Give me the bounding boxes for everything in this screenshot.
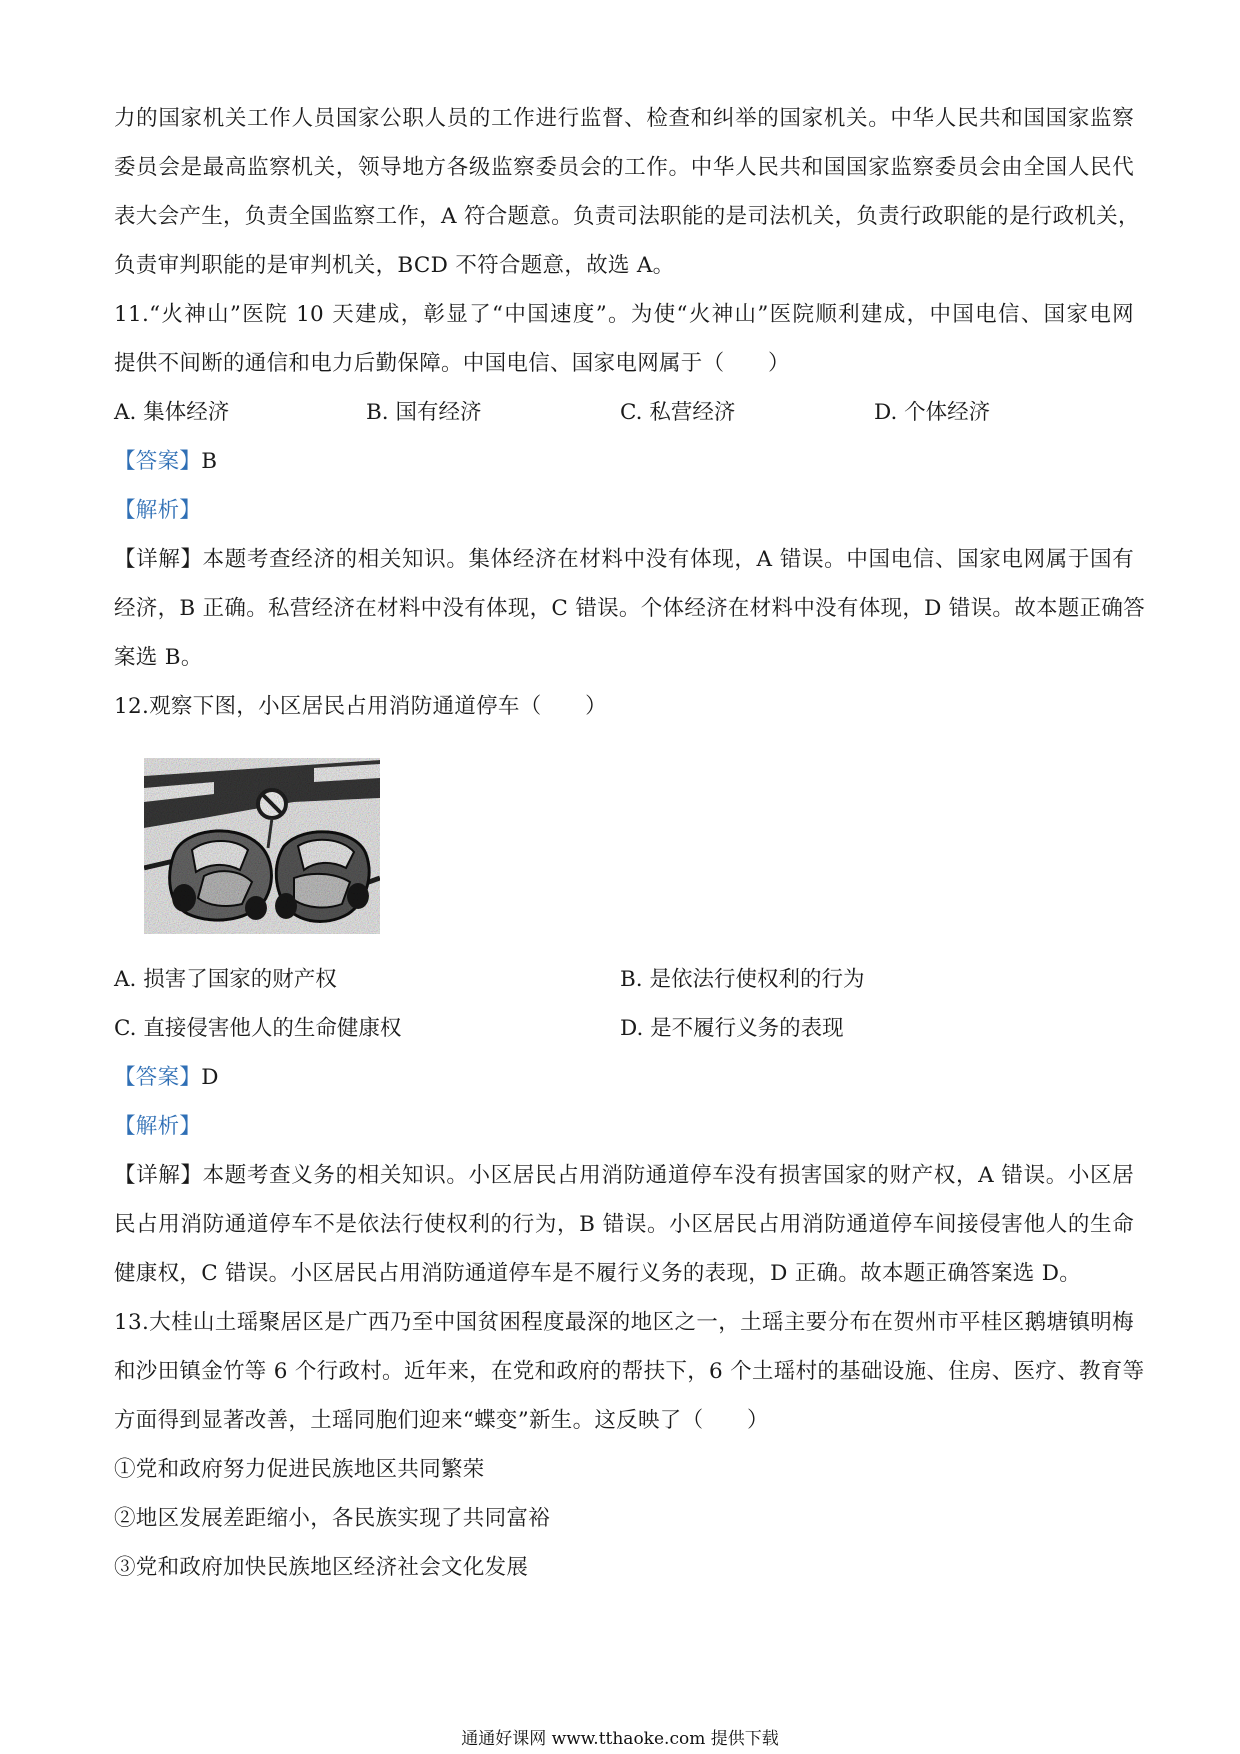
detail-tag: 【详解】 <box>114 1163 203 1188</box>
q12-stem: 12.观察下图，小区居民占用消防通道停车（ ） <box>114 694 607 719</box>
intro-line-4: 负责审判职能的是审判机关，BCD 不符合题意，故选 A。 <box>114 253 675 278</box>
detail-text: 本题考查经济的相关知识。集体经济在材料中没有体现，A 错误。中国电信、国家电网属于国有 <box>202 547 1135 572</box>
intro-line-3: 表大会产生，负责全国监察工作，A 符合题意。负责司法职能的是司法机关，负责行政职能的是行政机关， <box>114 204 1140 229</box>
fire-lane-parking-illustration <box>144 758 380 934</box>
q12-detail-line-3: 健康权，C 错误。小区居民占用消防通道停车是不履行义务的表现，D 正确。故本题正确答案选 D。 <box>114 1261 1082 1286</box>
q11-detail-line-2: 经济，B 正确。私营经济在材料中没有体现，C 错误。个体经济在材料中没有体现，D 错误。故本题正确答 <box>114 596 1145 621</box>
q11-answer <box>114 447 1134 477</box>
q12-analysis <box>114 1112 1134 1142</box>
answer-value: D <box>201 1065 219 1090</box>
detail-text: 本题考查义务的相关知识。小区居民占用消防通道停车没有损害国家的财产权，A 错误。小区居 <box>202 1163 1135 1188</box>
q13-item-1: ①党和政府努力促进民族地区共同繁荣 <box>114 1457 485 1482</box>
intro-line-1: 力的国家机关工作人员国家公职人员的工作进行监督、检查和纠举的国家机关。中华人民共和国国家监察 <box>114 106 1134 131</box>
q11-option-a: A. 集体经济 <box>114 400 230 425</box>
q12-option-d: D. 是不履行义务的表现 <box>620 1016 844 1041</box>
answer-value: B <box>201 449 218 474</box>
intro-line-2: 委员会是最高监察机关，领导地方各级监察委员会的工作。中华人民共和国国家监察委员会由全国人民代 <box>114 155 1134 180</box>
analysis-tag: 【解析】 <box>114 498 202 523</box>
q11-detail-line-3: 案选 B。 <box>114 645 203 670</box>
analysis-tag: 【解析】 <box>114 1114 202 1139</box>
q11-analysis <box>114 496 1134 526</box>
q11-option-b: B. 国有经济 <box>366 400 482 425</box>
detail-tag: 【详解】 <box>114 547 203 572</box>
q12-option-b: B. 是依法行使权利的行为 <box>620 967 865 992</box>
q13-item-3: ③党和政府加快民族地区经济社会文化发展 <box>114 1555 529 1580</box>
q11-stem-line-1: 11.“火神山”医院 10 天建成，彰显了“中国速度”。为使“火神山”医院顺利建成，中国电信、国家电网 <box>114 302 1134 327</box>
q13-stem-line-1: 13.大桂山土瑶聚居区是广西乃至中国贫困程度最深的地区之一，土瑶主要分布在贺州市平桂区鹅塘镇明梅 <box>114 1310 1134 1335</box>
q12-option-a: A. 损害了国家的财产权 <box>114 967 337 992</box>
page-footer: 通通好课网 www.tthaoke.com 提供下载 <box>461 1729 779 1749</box>
q12-answer <box>114 1063 1134 1093</box>
q13-stem-line-3: 方面得到显著改善，土瑶同胞们迎来“蝶变”新生。这反映了（ ） <box>114 1408 769 1433</box>
q11-option-c: C. 私营经济 <box>620 400 736 425</box>
q11-stem-line-2: 提供不间断的通信和电力后勤保障。中国电信、国家电网属于（ ） <box>114 351 790 376</box>
answer-tag: 【答案】 <box>114 449 202 474</box>
q11-detail-line-1 <box>114 545 1134 575</box>
q13-item-2: ②地区发展差距缩小，各民族实现了共同富裕 <box>114 1506 551 1531</box>
q12-detail-line-1 <box>114 1161 1134 1191</box>
q12-detail-line-2: 民占用消防通道停车不是依法行使权利的行为，B 错误。小区居民占用消防通道停车间接侵害他人的生命 <box>114 1212 1134 1237</box>
q13-stem-line-2: 和沙田镇金竹等 6 个行政村。近年来，在党和政府的帮扶下，6 个土瑶村的基础设施、住房、医疗、教育等 <box>114 1359 1145 1384</box>
q11-option-d: D. 个体经济 <box>874 400 991 425</box>
q12-option-c: C. 直接侵害他人的生命健康权 <box>114 1016 402 1041</box>
answer-tag: 【答案】 <box>114 1065 202 1090</box>
